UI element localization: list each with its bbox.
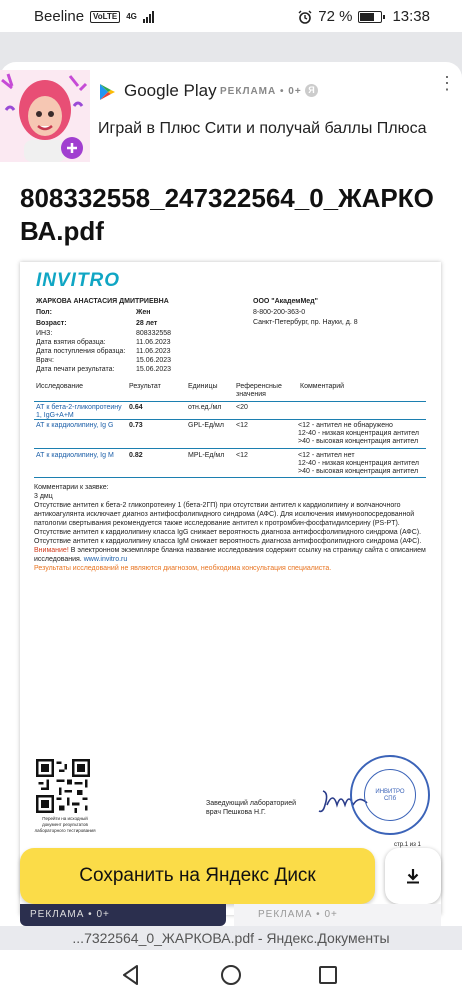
document-title: 808332558_247322564_0_ЖАРКОВА.pdf [20,183,434,246]
more-options-icon[interactable]: ⋮ [438,73,456,93]
table-cell-comment: 12-40 - низкая концентрация антител [298,460,419,467]
table-cell-units: отн.ед./мл [188,404,222,411]
table-cell-units: MPL-Ед/мл [188,452,225,459]
table-cell-result: 0.82 [129,452,143,459]
status-bar [0,0,462,32]
table-cell-result: 0.64 [129,404,143,411]
divider [34,419,426,420]
ad-text: Играй в Плюс Сити и получай баллы Плюса [98,120,427,137]
home-icon[interactable] [220,964,242,986]
signer-name: врач Пешкова Н.Г. [206,809,266,816]
table-cell-ref: <12 [236,422,248,429]
invitro-link[interactable]: www.invitro.ru [83,556,128,563]
divider [34,448,426,449]
table-cell-test[interactable]: 1, IgG+A+M [36,412,74,419]
field-value: 28 лет [136,320,158,327]
org-address: Санкт-Петербург, пр. Науки, д. 8 [253,319,358,326]
comment-line: 3 дмц [34,493,53,500]
download-button[interactable] [385,848,441,904]
lab-stamp [350,755,430,835]
signer-title: Заведующий лабораторией [206,800,296,807]
table-cell-units: GPL-Ед/мл [188,422,224,429]
warning-text: В электронном экземпляре бланка название исследования содержит ссылку на страницу сайта с описанием [68,547,426,554]
download-icon [404,867,422,885]
field-label: Дата взятия образца: [36,339,106,346]
alarm-icon [298,10,312,24]
warning-text-2: исследования. [34,556,84,563]
field-label: Врач: [36,357,54,364]
file-name-bar: ...7322564_0_ЖАРКОВА.pdf - Яндекс.Документы [0,926,462,956]
field-value: 15.06.2023 [136,366,172,373]
navigation-bar [0,950,462,1000]
field-value: 11.06.2023 [136,339,171,346]
field-label: Дата печати результата: [36,366,115,373]
warning-label: Внимание! [34,547,69,554]
field-value: 808332558 [136,330,172,337]
qr-code[interactable] [36,759,90,813]
comment-line: Отсутствие антител к кардиолипину класса IgM снижает вероятность диагноза антифосфолипидного синдрома (АФС). [34,538,422,545]
carrier-label: Beeline [34,8,85,25]
col-header: Исследование [36,383,84,390]
disclaimer: Результаты исследований не являются диагнозом, необходима консультация специалиста. [34,565,332,572]
table-cell-test[interactable]: АТ к бета-2-гликопротеину [36,404,122,411]
save-to-yandex-disk-button[interactable]: Сохранить на Яндекс Диск [20,848,375,904]
network-label: 4G [126,12,137,21]
field-label: Возраст: [36,320,67,327]
warning-line [34,547,426,554]
ad-store-name: Google Play [124,81,217,100]
page-number: стр.1 из 1 [394,842,421,848]
stamp-text: ИНВИТРО СПб [375,789,405,802]
org-name: ООО "АкадемМед" [253,298,318,305]
signal-icon [143,11,155,23]
divider [34,477,426,478]
battery-percent: 72 % [318,8,353,25]
org-phone: 8-800-200-363-0 [253,309,306,316]
col-header: Результат [129,383,161,390]
qr-caption: Перейти на исходный документ результатов лабораторного тестирования [34,816,96,833]
ad-banner[interactable] [0,62,462,167]
battery-icon [358,11,382,23]
ad-card-left[interactable]: РЕКЛАМА • 0+ [20,904,226,926]
comment-line: патологии свертывания рекомендуется также исследование антител к протромбин-фосфатидилсерину (PS-PT). [34,520,400,527]
table-cell-comment: >40 - высокая концентрация антител [298,438,419,445]
table-cell-test[interactable]: АТ к кардиолипину, Ig M [36,452,114,459]
field-value: 15.06.2023 [136,357,172,364]
table-cell-ref: <12 [236,452,248,459]
ad-card-right[interactable]: РЕКЛАМА • 0+ [234,904,441,926]
divider [34,401,426,402]
comment-line: антикоагулянта исключает диагноз антифосфолипидного синдрома (АФС). Для исключения иммуноопосредованной [34,511,415,518]
bottom-ad-strip[interactable] [20,904,441,926]
field-label: Пол: [36,309,52,316]
back-icon[interactable] [120,964,142,986]
table-cell-comment: <12 - антител нет [298,452,355,459]
google-play-icon [98,83,116,101]
table-cell-test[interactable]: АТ к кардиолипину, Ig G [36,422,114,429]
col-header: Комментарий [300,383,345,390]
comments-title: Комментарии к заявке: [34,484,109,491]
field-label: Дата поступления образца: [36,348,126,355]
comment-line: Отсутствие антител к бета-2 гликопротеину 1 (бета-2ГП) при отсутствии антител к кардиолипину и волчаночного [34,502,401,509]
ad-character-image [0,70,90,162]
ad-label: РЕКЛАМА • 0+ [220,86,302,97]
table-cell-comment: 12-40 - низкая концентрация антител [298,430,419,437]
document-sheet [0,62,462,942]
yandex-icon: Я [305,84,318,97]
volte-icon: VoLTE [90,11,120,23]
field-value: 11.06.2023 [136,348,171,355]
table-cell-comment: <12 - антител не обнаружено [298,422,393,429]
warning-line-2 [34,556,127,563]
recents-icon[interactable] [318,965,338,985]
table-cell-comment: >40 - высокая концентрация антител [298,468,419,475]
pdf-page-preview[interactable] [20,262,441,915]
invitro-logo: INVITRO [36,270,121,291]
field-value: Жен [136,309,151,316]
col-header: Референсные значения [236,383,282,398]
comment-line: Отсутствие антител к кардиолипину класса IgG снижает вероятность диагноза антифосфолипидного синдрома (АФС). [34,529,422,536]
table-cell-result: 0.73 [129,422,143,429]
clock: 13:38 [392,8,430,25]
col-header: Единицы [188,383,218,390]
patient-name: ЖАРКОВА АНАСТАСИЯ ДМИТРИЕВНА [36,298,169,305]
table-cell-ref: <20 [236,404,248,411]
field-label: ИНЗ: [36,330,53,337]
